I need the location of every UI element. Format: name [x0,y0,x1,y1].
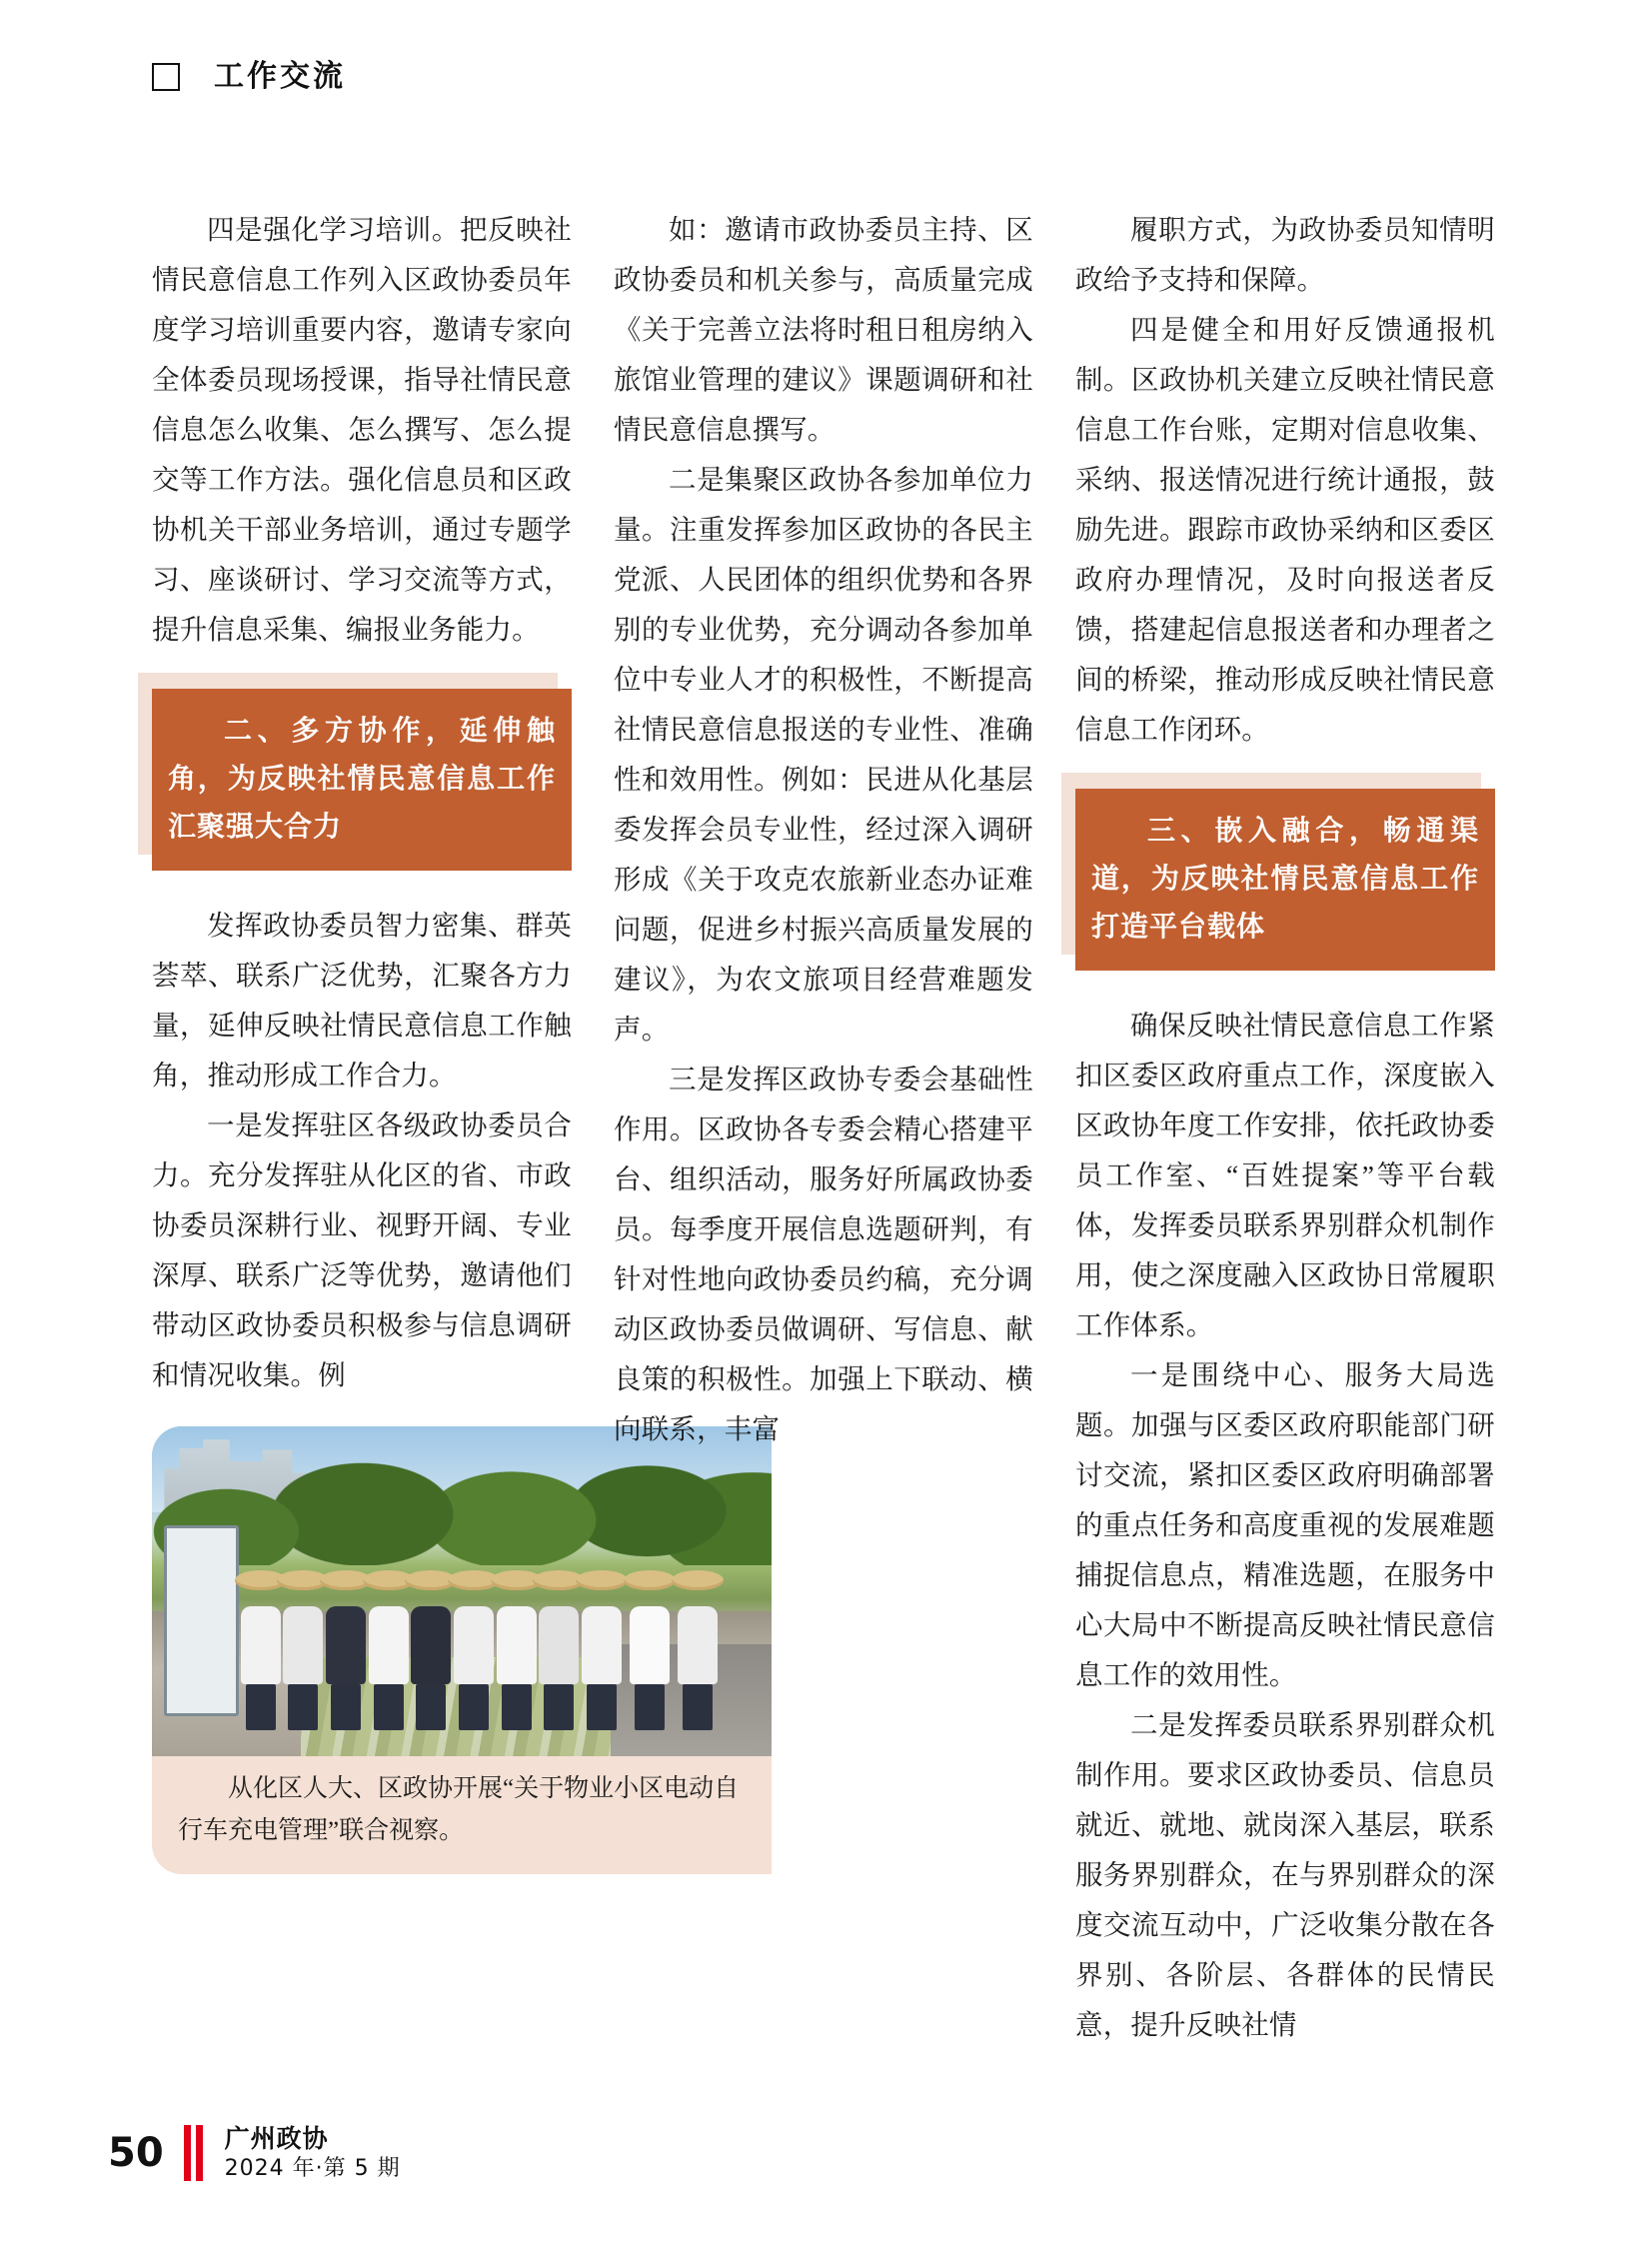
footer-meta [225,2125,401,2181]
figure-caption: 从化区人大、区政协开展“关于物业小区电动自行车充电管理”联合视察。 [178,1775,740,1844]
section-heading-two [152,689,572,871]
section-heading-text: 二、多方协作，延伸触角，为反映社情民意信息工作汇聚强大合力 [152,689,572,871]
column-3 [1075,205,1495,2050]
paragraph: 一是围绕中心、服务大局选题。加强与区委区政府职能部门研讨交流，紧扣区委区政府明确部署的重点任务和高度重视的发展难题捕捉信息点，精准选题，在服务中心大局中不断提高反映社情民意信息工作的效用性。 [1075,1359,1495,1690]
issue-label: 2024 年·第 5 期 [224,2155,401,2181]
paragraph: 二是发挥委员联系界别群众机制作用。要求区政协委员、信息员就近、就地、就岗深入基层，联系服务界别群众，在与界别群众的深度交流互动中，广泛收集分散在各界别、各阶层、各群体的民情民意，提升反映社情 [1075,1709,1495,2040]
paragraph: 四是强化学习培训。把反映社情民意信息工作列入区政协委员年度学习培训重要内容，邀请专家向全体委员现场授课，指导社情民意信息怎么收集、怎么撰写、怎么提交等工作方法。强化信息员和区政协机关干部业务培训，通过专题学习、座谈研讨、学习交流等方式，提升信息采集、编报业务能力。 [152,214,572,645]
section-heading-three [1075,789,1495,971]
paragraph: 确保反映社情民意信息工作紧扣区委区政府重点工作，深度嵌入区政协年度工作安排，依托政协委员工作室、“百姓提案”等平台载体，发挥委员联系界别群众机制作用，使之深度融入区政协日常履职工作体系。 [1075,1010,1495,1340]
paragraph: 二是集聚区政协各参加单位力量。注重发挥参加区政协的各民主党派、人民团体的组织优势和各界别的专业优势，充分调动各参加单位中专业人才的积极性，不断提高社情民意信息报送的专业性、准确性和效用性。例如：民进从化基层委发挥会员专业性，经过深入调研形成《关于攻克农旅新业态办证难问题，促进乡村振兴高质量发展的建议》，为农文旅项目经营难题发声。 [614,464,1033,1045]
running-head-label: 工作交流 [214,59,346,94]
article-columns [152,205,1496,2050]
square-bullet-icon [152,63,180,91]
paragraph: 发挥政协委员智力密集、群英荟萃、联系广泛优势，汇聚各方力量，延伸反映社情民意信息工作触角，推动形成工作合力。 [152,910,572,1091]
column-1 [152,205,740,2050]
magazine-title: 广州政协 [224,2124,329,2154]
photo-display-board [164,1525,238,1716]
column-2 [614,205,1033,2050]
page-number: 50 [108,2130,164,2176]
footer-rule-icon [184,2125,203,2181]
paragraph: 三是发挥区政协专委会基础性作用。区政协各专委会精心搭建平台、组织活动，服务好所属政协委员。每季度开展信息选题研判，有针对性地向政协委员约稿，充分调动区政协委员做调研、写信息、献良策的积极性。加强上下联动、横向联系，丰富 [614,1064,1033,1444]
paragraph: 履职方式，为政协委员知情明政给予支持和保障。 [1075,214,1495,295]
section-heading-text: 三、嵌入融合，畅通渠道，为反映社情民意信息工作打造平台载体 [1075,789,1495,971]
running-head [152,59,346,94]
page-footer [108,2125,401,2181]
paragraph: 一是发挥驻区各级政协委员合力。充分发挥驻从化区的省、市政协委员深耕行业、视野开阔、专业深厚、联系广泛等优势，邀请他们带动区政协委员积极参与信息调研和情况收集。例 [152,1110,572,1390]
paragraph: 如：邀请市政协委员主持、区政协委员和机关参与，高质量完成《关于完善立法将时租日租房纳入旅馆业管理的建议》课题调研和社情民意信息撰写。 [614,214,1033,445]
paragraph: 四是健全和用好反馈通报机制。区政协机关建立反映社情民意信息工作台账，定期对信息收集、采纳、报送情况进行统计通报，鼓励先进。跟踪市政协采纳和区委区政府办理情况，及时向报送者反馈，搭建起信息报送者和办理者之间的桥梁，推动形成反映社情民意信息工作闭环。 [1075,314,1495,745]
